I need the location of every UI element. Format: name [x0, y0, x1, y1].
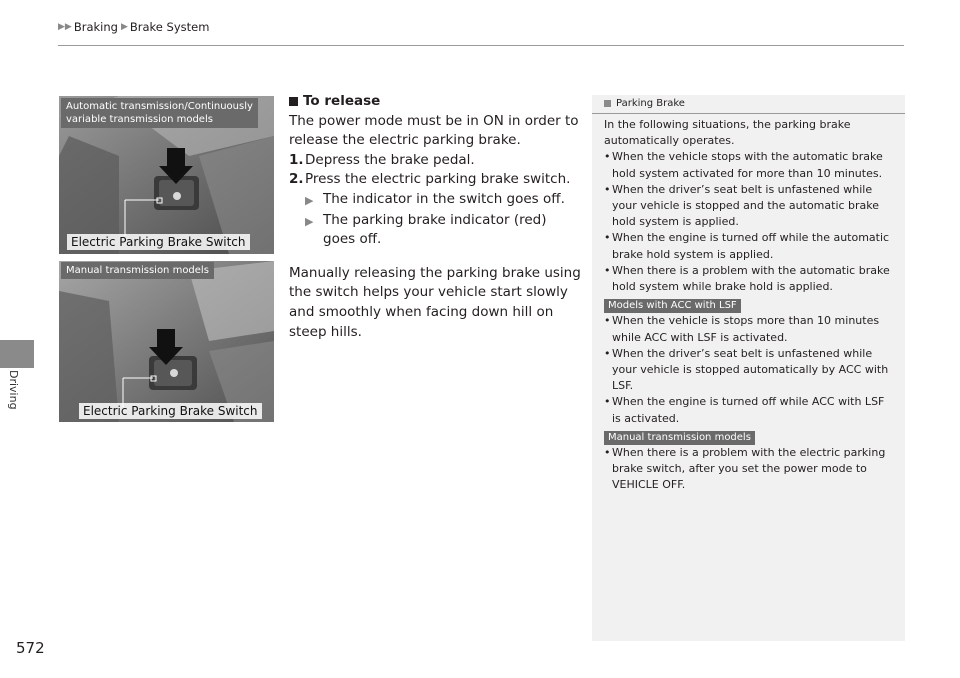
note-bullet-text: When there is a problem with the automatic brake hold system while brake hold is applied. — [612, 263, 890, 294]
result-arrow-icon: ▶ — [305, 193, 314, 207]
square-bullet-icon — [289, 97, 298, 106]
bullet-dot-icon: • — [604, 263, 611, 277]
main-content — [289, 92, 581, 342]
step-text: Depress the brake pedal. — [305, 151, 475, 168]
bullet-dot-icon: • — [604, 314, 611, 328]
bullet-dot-icon: • — [604, 150, 611, 164]
bullet-dot-icon: • — [604, 182, 611, 196]
note-title-text: Parking Brake — [616, 98, 685, 109]
model-tag-manual: Manual transmission models — [604, 431, 755, 445]
note-bullet — [604, 230, 896, 262]
bullet-dot-icon: • — [604, 231, 611, 245]
bullet-dot-icon: • — [604, 446, 611, 460]
breadcrumb-braking[interactable]: Braking — [73, 20, 118, 34]
note-bullet — [604, 313, 896, 345]
note-bullet-text: When the vehicle stops with the automatic brake hold system activated for more than 10 minutes. — [612, 150, 883, 180]
result-arrow-icon: ▶ — [305, 214, 314, 228]
section-heading-text: To release — [303, 93, 381, 109]
model-label-line: variable transmission models — [66, 114, 213, 125]
step-item — [289, 151, 581, 171]
note-bullet-text: When the driver’s seat belt is unfastened while your vehicle is stopped and the automatic brake hold system is applied. — [612, 182, 880, 229]
substep-item — [289, 190, 581, 211]
step-number: 1. — [289, 151, 304, 168]
figure-manual-transmission — [59, 261, 274, 422]
breadcrumb-arrow-icon: ▶ — [120, 22, 128, 32]
note-marker-icon — [604, 100, 611, 107]
body-paragraph: Manually releasing the parking brake using the switch helps your vehicle start slowly and smoothly when facing down hill on steep hills. — [289, 264, 581, 340]
note-divider — [592, 113, 905, 114]
note-bullet-text: When the engine is turned off while the automatic brake hold system is applied. — [612, 231, 890, 261]
note-intro: In the following situations, the parking brake automatically operates. — [604, 118, 851, 148]
note-bullet — [604, 445, 896, 494]
step-number: 2. — [289, 171, 304, 188]
note-bullet-text: When the vehicle is stops more than 10 minutes while ACC with LSF is activated. — [612, 314, 880, 344]
section-heading — [289, 92, 581, 112]
note-bullet-text: When the engine is turned off while ACC with LSF is activated. — [612, 395, 885, 425]
note-bullet — [604, 394, 896, 426]
bullet-dot-icon: • — [604, 395, 611, 409]
note-bullet — [604, 263, 896, 295]
model-label-line: Automatic transmission/Continuously — [66, 101, 253, 112]
note-bullet — [604, 346, 896, 395]
section-tab-marker — [0, 340, 34, 368]
substep-text: The indicator in the switch goes off. — [323, 190, 565, 207]
section-tab-text: Driving — [7, 370, 20, 410]
section-tab-label — [6, 370, 22, 430]
step-item — [289, 170, 581, 190]
step-text: Press the electric parking brake switch. — [305, 171, 571, 188]
breadcrumb-arrow-icon: ▶▶ — [58, 22, 72, 32]
parking-brake-switch-photo — [59, 261, 274, 422]
switch-callout-label: Electric Parking Brake Switch — [79, 403, 262, 419]
figure-model-label — [61, 98, 258, 128]
note-bullet — [604, 182, 896, 231]
note-body — [604, 117, 896, 494]
bullet-dot-icon: • — [604, 346, 611, 360]
side-note-panel — [592, 95, 905, 641]
note-bullet-text: When there is a problem with the electric parking brake switch, after you set the power mode to VEHICLE OFF. — [612, 446, 886, 492]
breadcrumb — [58, 20, 209, 34]
intro-text: The power mode must be in ON in order to release the electric parking brake. — [289, 112, 579, 149]
figure-automatic-transmission — [59, 96, 274, 254]
substep-text: The parking brake indicator (red) goes off. — [323, 211, 547, 248]
page-number: 572 — [16, 639, 45, 657]
header-divider — [58, 45, 904, 46]
model-tag-acc: Models with ACC with LSF — [604, 299, 741, 313]
note-title — [604, 98, 685, 109]
substep-item — [289, 211, 581, 250]
note-bullet — [604, 149, 896, 181]
breadcrumb-brake-system[interactable]: Brake System — [129, 20, 210, 34]
note-bullet-text: When the driver’s seat belt is unfastened while your vehicle is stopped automatically by ACC with LSF. — [612, 346, 889, 393]
figure-model-label: Manual transmission models — [61, 262, 214, 279]
switch-callout-label: Electric Parking Brake Switch — [67, 234, 250, 250]
